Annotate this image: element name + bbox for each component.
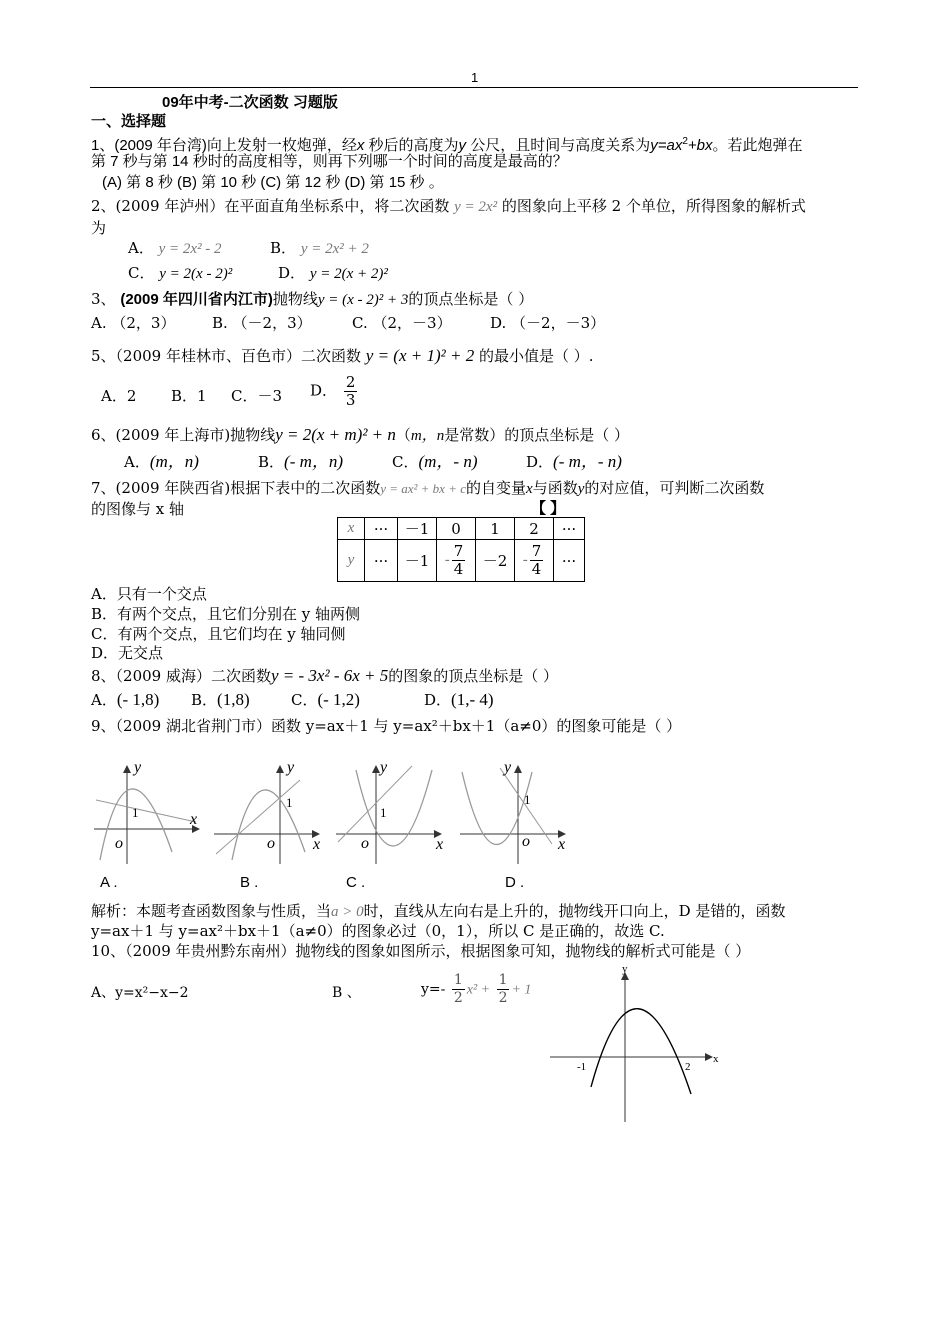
q8-option-a [91, 690, 159, 710]
page-title: 09年中考-二次函数 习题版 [162, 94, 338, 111]
q10-x-label: x [713, 1053, 719, 1065]
q7-text-c: 与函数 [532, 479, 578, 497]
q1-formula-sup: 2 [682, 136, 688, 147]
table-row [338, 518, 585, 540]
q6-option-c-value: (m，- n) [418, 452, 478, 471]
q1-var-x: x [356, 137, 365, 154]
question-1-line-2: 第 7 秒与第 14 秒时的高度相等，则再下列哪一个时间的高度是最高的？ [91, 153, 568, 170]
q8-text-a: 8、（2009 威海）二次函数 [91, 667, 271, 685]
q9-analysis-line-2: y=ax＋1 与 y=ax²＋bx＋1（a≠0）的图象必过（0，1），所以 C 是正确的，故选 C. [91, 922, 665, 940]
q7-var-x: x [526, 481, 533, 497]
q9-d-one-label: 1 [524, 792, 531, 807]
question-7-line-1 [91, 478, 764, 499]
q10-option-b [421, 972, 531, 1007]
q9-choice-b: B . [240, 874, 259, 891]
q7-text-d: 的对应值，可判断二次函数 [584, 479, 765, 497]
q9-graph-b [214, 759, 320, 864]
q9-a-one-label: 1 [132, 805, 139, 820]
q5-option-a: A．2 [101, 387, 137, 405]
q7-option-a: A．只有一个交点 [91, 585, 207, 603]
page-number: 1 [471, 70, 479, 85]
q9-graphs [0, 752, 950, 892]
q5-option-c: C．－3 [231, 387, 283, 405]
table-cell: －1 [398, 540, 437, 582]
q10-two-label: 2 [685, 1061, 691, 1073]
q5-option-d-label: D． [310, 381, 338, 400]
q10-option-a: A、y=x²−x−2 [91, 985, 189, 1001]
table-cell-fraction: - $\frac{7}{4}$ [437, 540, 476, 582]
q9-analysis-text-b: 时，直线从左向右是上升的，抛物线开口向上，D 是错的，函数 [363, 902, 786, 920]
table-cell: 0 [437, 518, 476, 540]
q6-option-d-value: (- m，- n) [553, 452, 622, 471]
q8-option-b [191, 690, 250, 710]
q1-formula: y=ax [650, 137, 683, 154]
question-1-options: (A) 第 8 秒 (B) 第 10 秒 (C) 第 12 秒 (D) 第 15 秒 。 [102, 174, 444, 191]
q5-fraction [344, 374, 358, 409]
q2-text-b: 的图象向上平移 2 个单位，所得图象的解析式 [501, 197, 806, 215]
q1-var-y: y [458, 137, 467, 154]
q5-text-a: 5、（2009 年桂林市、百色市）二次函数 [91, 347, 361, 365]
q3-option-a: A. （2，3） [91, 314, 176, 332]
q9-a-x-label: x [190, 811, 198, 828]
section-heading: 一、选择题 [91, 113, 167, 130]
question-2-line-1 [91, 196, 806, 217]
q7-text-a: 7、(2009 年陕西省)根据下表中的二次函数 [91, 479, 381, 497]
q7-option-d: D．无交点 [91, 644, 164, 662]
question-2-line-2: 为 [91, 219, 107, 237]
table-cell: x [338, 518, 365, 540]
q9-graph-c [336, 759, 443, 864]
q10-frac-1 [452, 972, 465, 1007]
question-10-line: 10、（2009 年贵州黔东南州）抛物线的图象如图所示，根据图象可知，抛物线的解析式可能是（ ） [91, 942, 751, 960]
q6-text-c: 是常数）的顶点坐标是（ ） [444, 426, 630, 444]
q8-option-b-value: (1,8) [217, 690, 250, 709]
q7-var-y: y [577, 481, 585, 497]
q6-option-c [392, 452, 478, 472]
q9-choice-a: A . [100, 874, 118, 891]
q7-option-c: C．有两个交点，且它们均在 y 轴同侧 [91, 625, 346, 643]
q8-option-a-value: (- 1,8) [116, 690, 160, 709]
header-rule [90, 87, 858, 88]
q3-text-b: 的顶点坐标是（ ） [408, 290, 534, 308]
q5-option-d [310, 374, 359, 409]
q9-choice-d: D . [505, 874, 525, 891]
q6-option-b [258, 452, 343, 472]
question-2-option-c [128, 263, 232, 284]
q5-text-b: 的最小值是（ ）. [479, 347, 594, 365]
q2-option-d-label: D． [278, 264, 306, 282]
q1-text-b: 秒后的高度为 [364, 137, 459, 154]
q5-fraction-numerator: 2 [345, 373, 356, 391]
q6-option-a-label: A． [124, 453, 150, 471]
table-cell: ··· [554, 518, 585, 540]
table-cell-fraction: - $\frac{7}{4}$ [515, 540, 554, 582]
table-cell: y [338, 540, 365, 582]
q8-option-c-value: (- 1,2) [317, 690, 360, 709]
q10-option-b-mid: x² + [466, 982, 491, 998]
q9-analysis-text-a: 解析：本题考查函数图象与性质，当 [91, 902, 332, 920]
question-5-line [91, 346, 594, 366]
q6-option-b-label: B． [258, 453, 285, 471]
q9-c-origin-label: o [361, 835, 369, 852]
q9-c-x-label: x [436, 836, 444, 853]
q9-d-x-label: x [558, 836, 566, 853]
q6-mn: m，n [410, 428, 445, 444]
q5-function: y = (x + 1)² + 2 [365, 346, 475, 365]
q10-graph [545, 962, 745, 1132]
q7-text-b: 的自变量 [466, 479, 527, 497]
table-row [338, 540, 585, 582]
q1-formula-tail: +bx [687, 137, 713, 154]
q7-table-frac-num: 7 [531, 542, 542, 560]
q2-option-c-value: y = 2(x - 2)² [159, 266, 233, 282]
q6-option-d [526, 452, 622, 472]
q8-option-d-value: (1,- 4) [451, 690, 494, 709]
q9-graph-a [94, 759, 200, 864]
q9-b-x-label: x [313, 836, 321, 853]
q2-option-b-value: y = 2x² + 2 [300, 241, 369, 257]
question-8-line [91, 666, 558, 686]
q5-fraction-denominator: 3 [345, 391, 356, 409]
q6-option-a-value: (m，n) [149, 452, 199, 471]
q9-choice-c: C . [346, 874, 366, 891]
q3-function: y = (x - 2)² + 3 [317, 292, 409, 308]
q8-option-c [291, 690, 360, 710]
q8-option-d-label: D． [424, 691, 452, 709]
q9-b-y-label: y [287, 759, 295, 776]
table-cell: ··· [365, 540, 398, 582]
q1-text-a: 1、(2009 年台湾)向上发射一枚炮弹，经 [91, 137, 357, 154]
q7-answer-bracket: 【 】 [531, 500, 566, 517]
q1-text-d: 。若此炮弹在 [712, 137, 803, 154]
q7-value-table [337, 517, 585, 582]
table-cell: ··· [365, 518, 398, 540]
q1-text-c: 公尺，且时间与高度关系为 [466, 137, 651, 154]
q2-option-a-label: A． [128, 239, 154, 257]
q2-text-a: 2、(2009 年泸州）在平面直角坐标系中，将二次函数 [91, 197, 450, 215]
q3-text-a: 抛物线 [272, 290, 318, 308]
q3-option-d: D. （－2，－3） [490, 314, 606, 332]
q6-option-c-label: C． [392, 453, 419, 471]
q2-option-b-label: B． [270, 239, 297, 257]
q10-frac-2 [497, 972, 510, 1007]
q6-function: y = 2(x + m)² + n [275, 425, 396, 444]
q10-y-label: y [622, 963, 628, 975]
q3-source: (2009 年四川省内江市) [120, 291, 273, 308]
q7-table-frac-num: 7 [453, 542, 464, 560]
q2-option-d-value: y = 2(x + 2)² [309, 266, 388, 282]
q2-option-a-value: y = 2x² - 2 [158, 241, 222, 257]
q9-graph-d [460, 759, 566, 864]
q6-option-b-value: (- m，n) [284, 452, 344, 471]
q7-table-frac-den: 4 [531, 560, 542, 578]
q10-option-b-label: B 、 [332, 985, 361, 1001]
q7-table-frac-den: 4 [453, 560, 464, 578]
q3-option-b: B. （－2，3） [212, 314, 312, 332]
q9-b-one-label: 1 [286, 795, 293, 810]
q9-a-origin-label: o [115, 835, 123, 852]
q8-option-b-label: B． [191, 691, 218, 709]
q9-d-origin-label: o [522, 833, 530, 850]
q8-option-d [424, 690, 494, 710]
q9-a-y-label: y [134, 759, 142, 776]
q9-analysis-line-1 [91, 901, 785, 922]
q2-function: y = 2x² [454, 199, 498, 215]
q9-b-origin-label: o [267, 835, 275, 852]
q8-function: y = - 3x² - 6x + 5 [271, 666, 389, 685]
q6-option-a [124, 452, 199, 472]
q10-frac-1-num: 1 [453, 972, 463, 988]
q8-option-c-label: C． [291, 691, 318, 709]
q10-frac-2-num: 1 [498, 972, 508, 988]
q3-option-c: C. （2，－3） [352, 314, 452, 332]
table-cell: 2 [515, 518, 554, 540]
q10-option-b-end: + 1 [511, 982, 532, 998]
q8-option-a-label: A． [91, 691, 117, 709]
question-2-option-d [278, 263, 388, 284]
q10-frac-2-den: 2 [498, 990, 508, 1006]
table-cell: －1 [398, 518, 437, 540]
q6-text-b: （ [395, 426, 411, 444]
q9-d-y-label: y [504, 759, 512, 776]
q10-frac-1-den: 2 [453, 990, 463, 1006]
question-7-line-2: 的图像与 x 轴 [91, 500, 184, 518]
question-3-line [91, 289, 533, 310]
q6-text-a: 6、(2009 年上海市)抛物线 [91, 426, 276, 444]
table-cell: 1 [476, 518, 515, 540]
q8-text-b: 的图象的顶点坐标是（ ） [388, 667, 559, 685]
question-2-option-a [128, 238, 222, 259]
q7-function: y = ax² + bx + c [380, 481, 466, 496]
q10-option-b-prefix: y=- [421, 981, 446, 998]
q9-c-one-label: 1 [380, 805, 387, 820]
q5-option-b: B．1 [171, 387, 207, 405]
q6-option-d-label: D． [526, 453, 554, 471]
q7-option-b: B．有两个交点，且它们分别在 y 轴两侧 [91, 605, 361, 623]
q2-option-c-label: C． [128, 264, 155, 282]
table-cell: －2 [476, 540, 515, 582]
q3-prefix: 3、 [91, 290, 116, 308]
question-9-line: 9、（2009 湖北省荆门市）函数 y=ax＋1 与 y=ax²＋bx＋1（a≠0）的图象可能是（ ） [91, 717, 682, 735]
question-2-option-b [270, 238, 369, 259]
q9-c-y-label: y [380, 759, 388, 776]
question-6-line [91, 425, 629, 446]
q10-neg1-label: -1 [577, 1061, 587, 1073]
table-cell: ··· [554, 540, 585, 582]
q9-analysis-condition: a > 0 [331, 904, 364, 920]
